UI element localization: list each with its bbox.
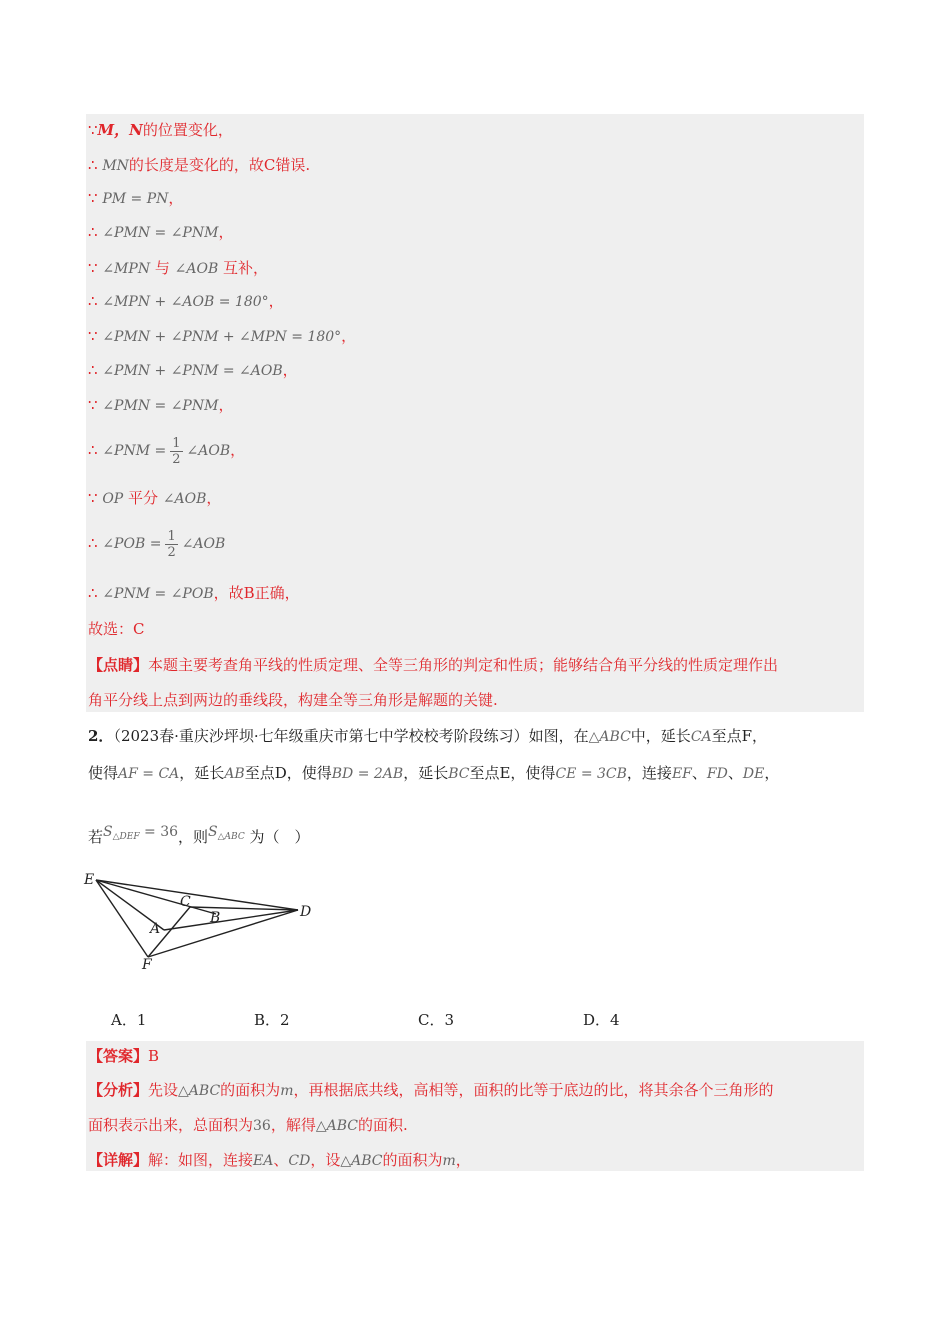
option-d[interactable]: D．4 <box>583 1011 620 1029</box>
segment-ed <box>96 880 298 910</box>
solution-line-9: ∵ ∠PMN = ∠PNM， <box>88 396 234 414</box>
analysis-line-1: 【分析】先设△ABC的面积为m，再根据底共线，高相等，面积的比等于底边的比，将其余各个三角形的 <box>88 1081 774 1099</box>
choose-answer: 故选：C <box>88 620 145 638</box>
solution-line-conclude: ∴ ∠PNM = ∠POB，故B正确， <box>88 584 300 602</box>
analysis-line-2: 面积表示出来，总面积为36，解得△ABC的面积. <box>88 1116 408 1134</box>
solution-line-3: ∵ PM = PN， <box>88 189 184 207</box>
triangle-figure <box>80 866 320 974</box>
answer-line: 【答案】B <box>88 1047 160 1065</box>
detail-line-1: 【详解】解：如图，连接EA、CD，设△ABC的面积为m， <box>88 1151 471 1169</box>
solution-line-8: ∴ ∠PMN + ∠PNM = ∠AOB， <box>88 361 298 379</box>
segment-ec-b <box>96 880 216 914</box>
option-c[interactable]: C．3 <box>418 1011 455 1029</box>
label-b: B <box>210 910 221 926</box>
option-b[interactable]: B．2 <box>254 1011 290 1029</box>
solution-line-7: ∵ ∠PMN + ∠PNM + ∠MPN = 180°， <box>88 327 357 345</box>
label-c: C <box>180 894 191 910</box>
solution-line-5: ∵ ∠MPN 与 ∠AOB 互补， <box>88 259 269 277</box>
fraction-half: $\frac{1}{2}$ <box>167 528 176 560</box>
option-a[interactable]: A．1 <box>111 1011 147 1029</box>
segment-fd <box>148 910 298 957</box>
label-e: E <box>84 872 95 888</box>
question-2-line-3: 若$S_{\triangle DEF} = 36$，则$S_{\triangle ABC}$ 为（ ） <box>88 824 310 846</box>
question-2-line-2: 使得AF = CA，延长AB至点D，使得BD = 2AB，延长BC至点E，使得CE = 3CB，连接EF、FD、DE， <box>88 764 780 782</box>
solution-line-2: ∴ MN的长度是变化的，故C错误. <box>88 156 311 174</box>
dianjing-line-2: 角平分线上点到两边的垂线段，构建全等三角形是解题的关键. <box>88 691 498 709</box>
segment-ef <box>96 880 148 957</box>
label-f: F <box>142 957 152 973</box>
solution-line-1: ∵M，N的位置变化， <box>88 121 233 139</box>
label-d: D <box>300 904 312 920</box>
question-2-line-1: 2．（2023春·重庆沙坪坝·七年级重庆市第七中学校校考阶段练习）如图，在△ABC中，延长CA至点F， <box>88 727 768 745</box>
label-a: A <box>150 921 161 937</box>
fraction-half: $\frac{1}{2}$ <box>172 435 181 467</box>
dianjing-line-1: 【点睛】本题主要考查角平线的性质定理、全等三角形的判定和性质；能够结合角平分线的性质定理作出 <box>88 656 779 674</box>
solution-line-half-pnm: ∴ ∠PNM = $\frac{1}{2}$ ∠AOB， <box>88 435 246 467</box>
solution-line-6: ∴ ∠MPN + ∠AOB = 180°， <box>88 292 284 310</box>
solution-line-op: ∵ OP 平分 ∠AOB， <box>88 489 222 507</box>
solution-line-half-pob: ∴ ∠POB = $\frac{1}{2}$ ∠AOB <box>88 528 226 560</box>
solution-line-4: ∴ ∠PMN = ∠PNM， <box>88 223 234 241</box>
